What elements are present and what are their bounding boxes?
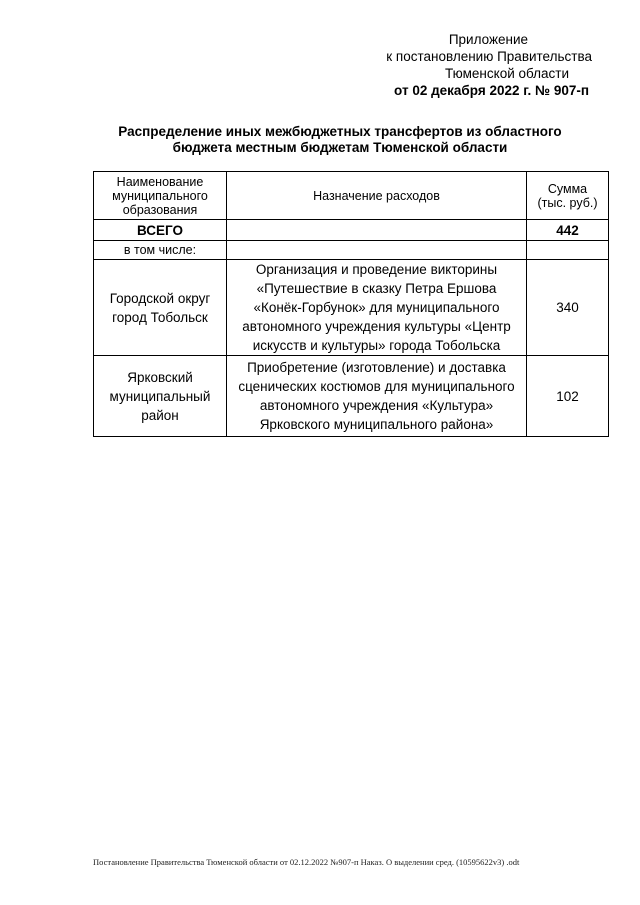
- row-purpose: Организация и проведение викторины «Путешествие в сказку Петра Ершова «Конёк-Горбунок» для муниципального автономного учреждения культуры «Центр искусств и культуры» города Тобольска: [227, 260, 527, 356]
- document-title-line-1: Распределение иных межбюджетных трансфертов из областного: [118, 124, 562, 139]
- row-purpose: Приобретение (изготовление) и доставка сценических костюмов для муниципального автономного учреждения «Культура» Ярковского муниципального района»: [227, 356, 527, 437]
- total-sum: 442: [527, 220, 609, 241]
- appendix-region: Тюменской области: [445, 66, 569, 81]
- transfers-table: [93, 171, 609, 437]
- row-municipality: Городской округ город Тобольск: [94, 260, 227, 356]
- table-row: [94, 356, 609, 437]
- appendix-label: Приложение: [448, 32, 528, 47]
- appendix-block: [300, 31, 592, 99]
- total-row: [94, 220, 609, 241]
- document-title: [60, 124, 620, 156]
- table-row: [94, 260, 609, 356]
- including-row: [94, 241, 609, 260]
- including-label: в том числе:: [94, 241, 227, 260]
- appendix-resolution: к постановлению Правительства: [386, 49, 592, 64]
- header-purpose: Назначение расходов: [227, 172, 527, 220]
- row-sum: 340: [527, 260, 609, 356]
- header-sum: Сумма (тыс. руб.): [527, 172, 609, 220]
- table-header-row: [94, 172, 609, 220]
- total-label: ВСЕГО: [94, 220, 227, 241]
- appendix-date-number: от 02 декабря 2022 г. № 907-п: [394, 83, 589, 98]
- document-footer: Постановление Правительства Тюменской области от 02.12.2022 №907-п Наказ. О выделении сред. (10595622v3) .odt: [93, 857, 520, 867]
- row-municipality: Ярковский муниципальный район: [94, 356, 227, 437]
- header-municipality: Наименование муниципального образования: [94, 172, 227, 220]
- row-sum: 102: [527, 356, 609, 437]
- document-title-line-2: бюджета местным бюджетам Тюменской области: [172, 140, 508, 155]
- total-purpose: [227, 220, 527, 241]
